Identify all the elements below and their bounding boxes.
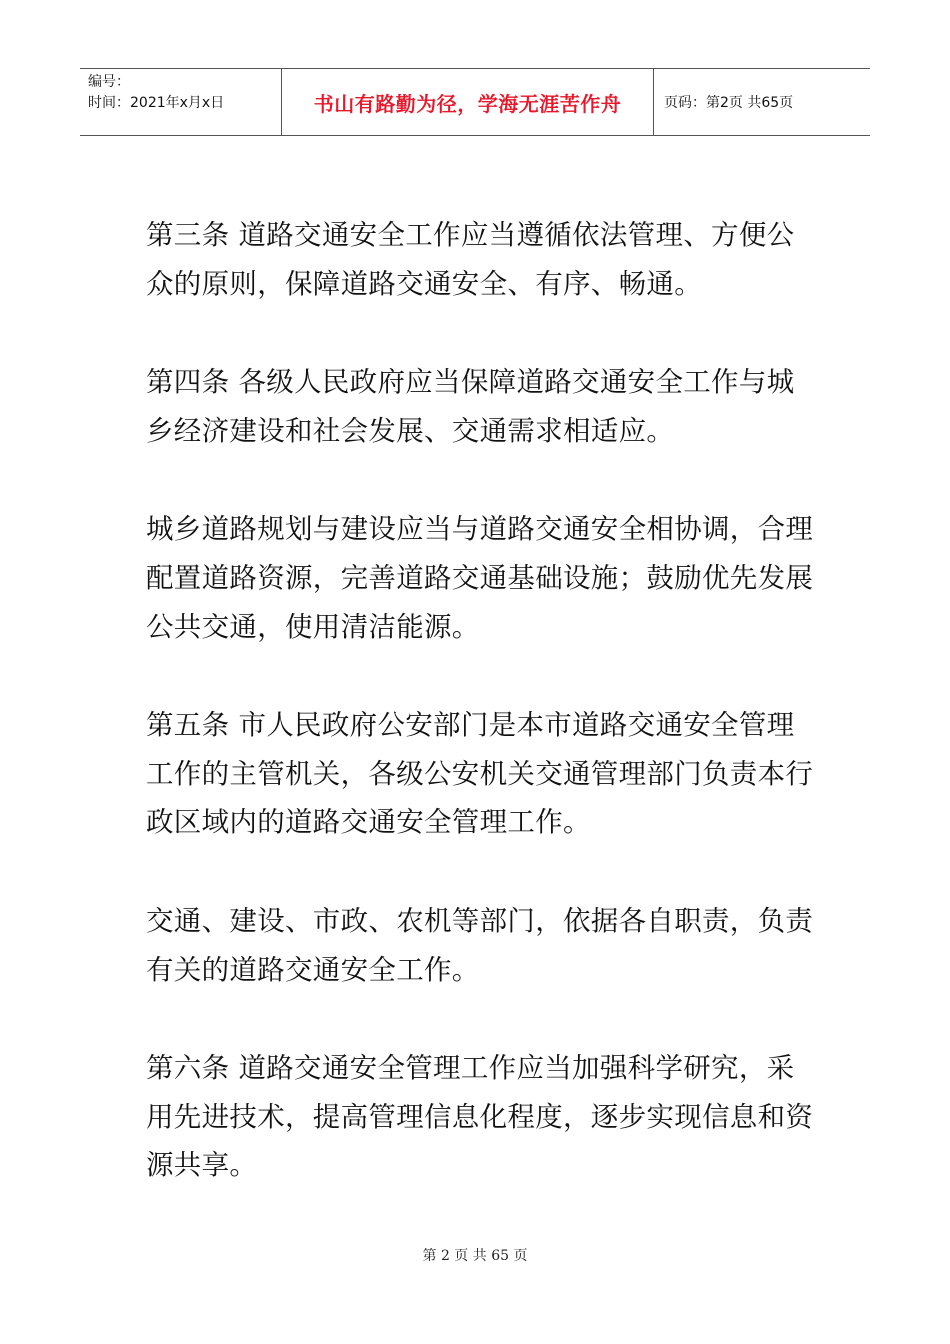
page-header [80, 68, 870, 136]
article-4-sub-paragraph: 城乡道路规划与建设应当与道路交通安全相协调，合理配置道路资源，完善道路交通基础设施；鼓励优先发展公共交通，使用清洁能源。 [146, 513, 814, 643]
article-6-paragraph: 第六条 道路交通安全管理工作应当加强科学研究，采用先进技术，提高管理信息化程度，逐步实现信息和资源共享。 [146, 1052, 814, 1182]
document-body [146, 211, 816, 1240]
doc-code-label: 编号： [88, 74, 130, 90]
page-footer: 第 2 页 共 65 页 [422, 1248, 528, 1264]
header-motto: 书山有路勤为径，学海无涯苦作舟 [313, 91, 622, 116]
header-page-info: 页码：第2页 共65页 [664, 95, 794, 111]
article-5-paragraph: 第五条 市人民政府公安部门是本市道路交通安全管理工作的主管机关，各级公安机关交通管理部门负责本行政区域内的道路交通安全管理工作。 [146, 709, 814, 839]
doc-date-label: 时间：2021年x月x日 [88, 95, 225, 111]
header-page-cell [654, 69, 870, 135]
header-motto-cell [282, 69, 654, 135]
article-5-sub-paragraph: 交通、建设、市政、农机等部门，依据各自职责，负责有关的道路交通安全工作。 [146, 904, 814, 986]
header-meta-cell [80, 69, 282, 135]
article-3-paragraph: 第三条 道路交通安全工作应当遵循依法管理、方便公众的原则，保障道路交通安全、有序、畅通。 [146, 219, 795, 300]
article-4-paragraph: 第四条 各级人民政府应当保障道路交通安全工作与城乡经济建设和社会发展、交通需求相适应。 [146, 366, 795, 447]
